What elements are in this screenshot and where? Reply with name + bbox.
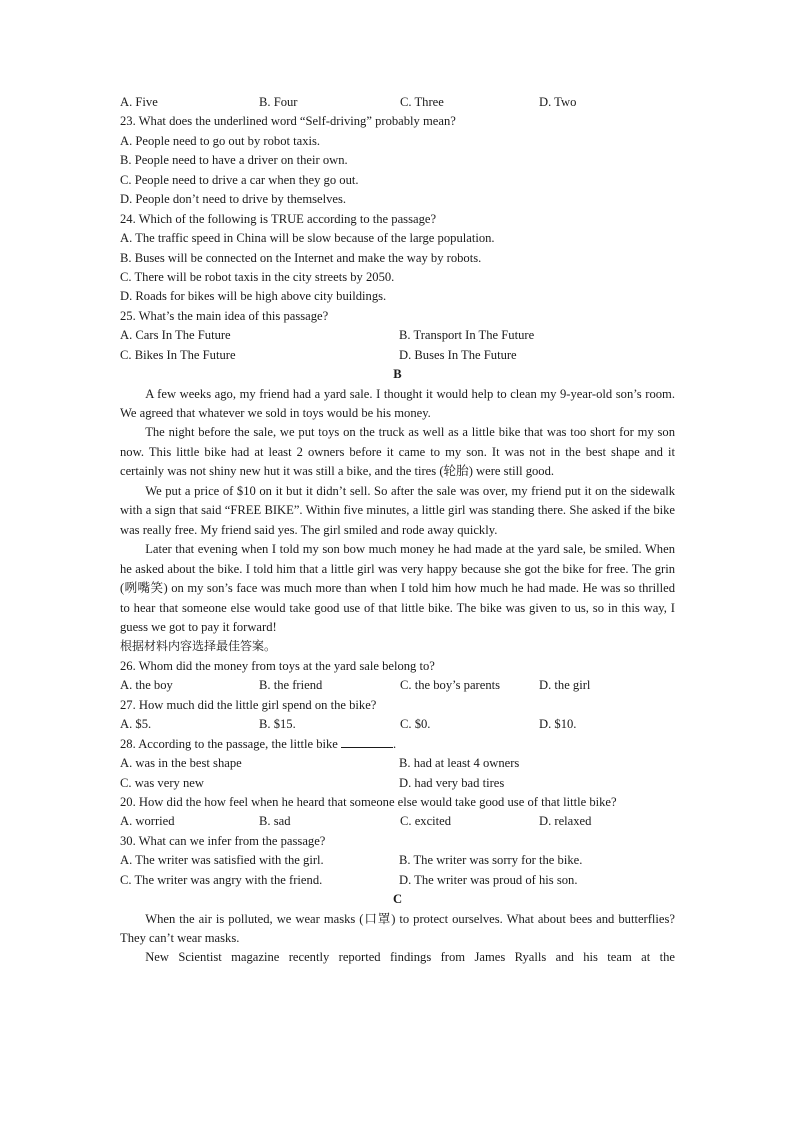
q26-option-b: B. the friend [259, 678, 323, 693]
q26-option-c: C. the boy’s parents [400, 678, 501, 693]
q28-option-a: A. was in the best shape [120, 756, 242, 771]
section-c-paragraph-1: When the air is polluted, we wear masks (口罩) to protect ourselves. What about bees and butterflies? They can’t wear masks. [120, 911, 675, 946]
q30-stem: 30. What can we infer from the passage? [120, 833, 326, 848]
q30-option-d: D. The writer was proud of his son. [399, 872, 578, 887]
q22-option-b: B. Four [259, 95, 298, 109]
q25-option-d: D. Buses In The Future [399, 347, 517, 362]
section-b-passage [120, 385, 675, 638]
q29-stem: 20. How did the how feel when he heard that someone else would take good use of that little bike? [120, 794, 617, 809]
q30-option-a: A. The writer was satisfied with the girl. [120, 853, 324, 868]
q25-stem: 25. What’s the main idea of this passage? [120, 308, 329, 323]
q28-stem-line [120, 735, 675, 754]
q29-option-b: B. sad [259, 814, 291, 829]
q30-option-b: B. The writer was sorry for the bike. [399, 853, 583, 868]
q22-option-a: A. Five [120, 95, 158, 109]
section-c-paragraph-2: New Scientist magazine recently reported findings from James Ryalls and his team at the [145, 950, 675, 965]
q23-stem: 23. What does the underlined word “Self-driving” probably mean? [120, 114, 456, 129]
q28-stem-end: . [393, 736, 397, 751]
q28-option-b: B. had at least 4 owners [399, 756, 520, 771]
q29-option-d: D. relaxed [539, 814, 592, 829]
q24-option-c: C. There will be robot taxis in the city streets by 2050. [120, 269, 395, 284]
q28-options-row2 [120, 774, 675, 793]
section-b-paragraph-1: A few weeks ago, my friend had a yard sale. I thought it would help to clean my 9-year-old son’s room. We agreed that whatever we sold in toys would be his money. [120, 386, 675, 421]
q27-options [120, 715, 675, 734]
q28-options-row1 [120, 754, 675, 773]
q27-option-c: C. $0. [400, 717, 431, 732]
q29-options [120, 812, 675, 831]
q28-option-d: D. had very bad tires [399, 775, 505, 790]
q29-option-a: A. worried [120, 814, 175, 829]
q26-option-d: D. the girl [539, 678, 591, 693]
q25-options-row2 [120, 346, 675, 365]
q29-option-c: C. excited [400, 814, 452, 829]
section-c-heading: C [392, 892, 403, 907]
q22-option-c: C. Three [400, 95, 444, 109]
section-b-paragraph-4: Later that evening when I told my son bow much money he had made at the yard sale, be smiled. When he asked about the bike. I told him that a little girl was very happy because she got the bike for free. The grin (咧嘴笑) on my son’s face was much more than when I told him how much he had made. He was so thrilled to hear that someone else would take good use of that little bike. The bike was given to us, so in this way, I guess we got to pay it forward! [120, 542, 675, 634]
q25-option-a: A. Cars In The Future [120, 328, 231, 343]
q25-option-c: C. Bikes In The Future [120, 347, 236, 362]
q25-option-b: B. Transport In The Future [399, 328, 535, 343]
section-b-paragraph-3: We put a price of $10 on it but it didn’t sell. So after the sale was over, my friend put it on the sidewalk with a sign that said “FREE BIKE”. Within five minutes, a little girl was standing there. She asked if the bike was really free. My friend said yes. The girl smiled and rode away quickly. [120, 483, 675, 537]
q28-answer-blank [341, 735, 393, 748]
section-c-passage [120, 910, 675, 968]
q23-option-d: D. People don’t need to drive by themselves. [120, 192, 347, 207]
q27-stem: 27. How much did the little girl spend on the bike? [120, 697, 377, 712]
exam-page [120, 93, 675, 968]
q24-option-a: A. The traffic speed in China will be slow because of the large population. [120, 231, 495, 246]
q26-options [120, 676, 675, 695]
q27-option-a: A. $5. [120, 717, 152, 732]
q24-option-b: B. Buses will be connected on the Internet and make the way by robots. [120, 250, 482, 265]
q30-options-row1 [120, 851, 675, 870]
q25-options-row1 [120, 326, 675, 345]
q28-stem: 28. According to the passage, the little bike [120, 736, 338, 751]
q22-option-d: D. Two [539, 95, 577, 109]
q27-option-d: D. $10. [539, 717, 577, 732]
q23-option-a: A. People need to go out by robot taxis. [120, 133, 321, 148]
section-b-paragraph-2: The night before the sale, we put toys on the truck as well as a little bike that was too short for my son now. This little bike had at least 2 owners before it came to my son. It was not in the best shape and it certainly was not shiny new hut it was still a bike, and the tires (轮胎) were still good. [120, 425, 675, 479]
q30-options-row2 [120, 871, 675, 890]
q27-option-b: B. $15. [259, 717, 296, 732]
q30-option-c: C. The writer was angry with the friend. [120, 872, 323, 887]
q23-option-c: C. People need to drive a car when they go out. [120, 172, 359, 187]
q26-option-a: A. the boy [120, 678, 173, 693]
q24-stem: 24. Which of the following is TRUE according to the passage? [120, 211, 437, 226]
section-b-instruction: 根据材料内容选择最佳答案。 [120, 639, 277, 654]
q23-option-b: B. People need to have a driver on their own. [120, 153, 348, 168]
q22-options [120, 93, 675, 112]
section-b-heading: B [393, 367, 402, 382]
q24-option-d: D. Roads for bikes will be high above city buildings. [120, 289, 387, 304]
q28-option-c: C. was very new [120, 775, 204, 790]
q26-stem: 26. Whom did the money from toys at the yard sale belong to? [120, 658, 435, 673]
